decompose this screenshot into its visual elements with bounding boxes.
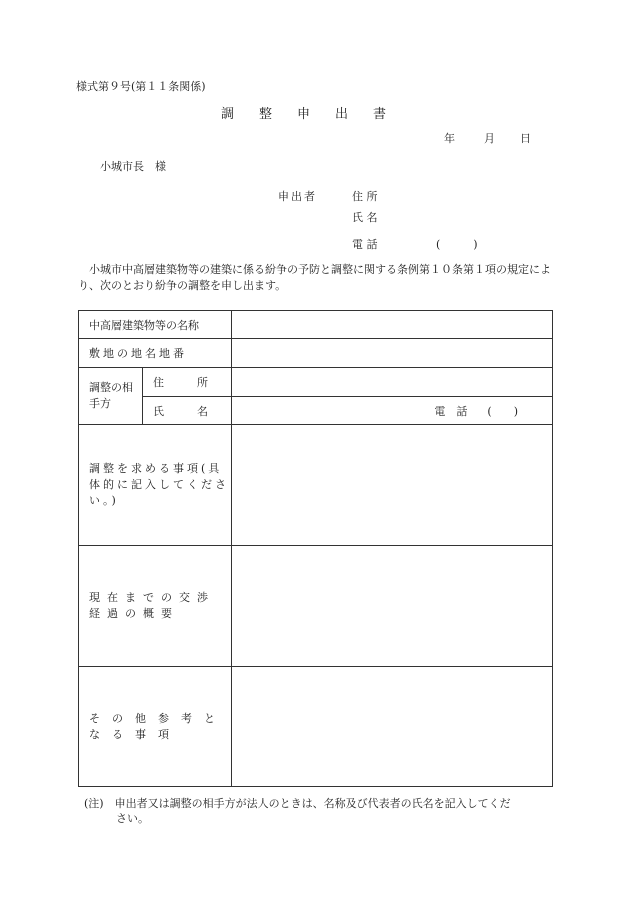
footnote-line-1: (注) 申出者又は調整の相手方が法人のときは、名称及び代表者の氏名を記入してくだ: [84, 797, 511, 810]
date-month-label: 月: [484, 132, 495, 145]
applicant-phone-parens: ( ): [436, 238, 478, 251]
site-label: 敷地の地名地番: [79, 339, 232, 368]
applicant-name-label: 氏 名: [352, 211, 378, 224]
site-field[interactable]: [232, 339, 553, 368]
footnote-line-2: さい。: [116, 812, 149, 825]
building-name-row: [79, 311, 553, 339]
history-label: 現在までの交渉経過の概要: [79, 546, 232, 667]
matters-field[interactable]: [232, 425, 553, 546]
counterparty-name-label: 氏 名: [143, 397, 232, 425]
request-form-table: [78, 310, 553, 787]
building-name-label: 中高層建築物等の名称: [79, 311, 232, 339]
document-title: 調整申出書: [221, 107, 412, 122]
building-name-field[interactable]: [232, 311, 553, 339]
other-label: その他参考となる事項: [79, 667, 232, 787]
form-number: 様式第９号(第１１条関係): [76, 80, 206, 93]
applicant-phone-label: 電 話: [352, 238, 378, 251]
counterparty-address-label: 住 所: [143, 368, 232, 397]
history-field[interactable]: [232, 546, 553, 667]
counterparty-phone-parens: ( ): [487, 404, 518, 418]
matters-row: [79, 425, 553, 546]
other-row: [79, 667, 553, 787]
matters-label: 調整を求める事項(具体的に記入してください。): [79, 425, 232, 546]
counterparty-name-row: [79, 397, 553, 425]
intro-paragraph: 小城市中高層建築物等の建築に係る紛争の予防と調整に関する条例第１０条第１項の規定により、次のとおり紛争の調整を申し出ます。: [78, 263, 551, 292]
site-row: [79, 339, 553, 368]
counterparty-name-field[interactable]: [232, 397, 553, 425]
footnote: [84, 796, 554, 826]
date-day-label: 日: [520, 132, 531, 145]
date-year-label: 年: [444, 132, 455, 145]
applicant-address-label: 住 所: [352, 190, 378, 203]
counterparty-address-field[interactable]: [232, 368, 553, 397]
applicant-label: 申出者: [278, 190, 317, 203]
counterparty-label: 調整の相手方: [79, 368, 143, 425]
addressee: 小城市長 様: [100, 160, 166, 173]
counterparty-phone-label: 電 話: [434, 404, 468, 418]
history-row: [79, 546, 553, 667]
other-field[interactable]: [232, 667, 553, 787]
counterparty-address-row: [79, 368, 553, 397]
